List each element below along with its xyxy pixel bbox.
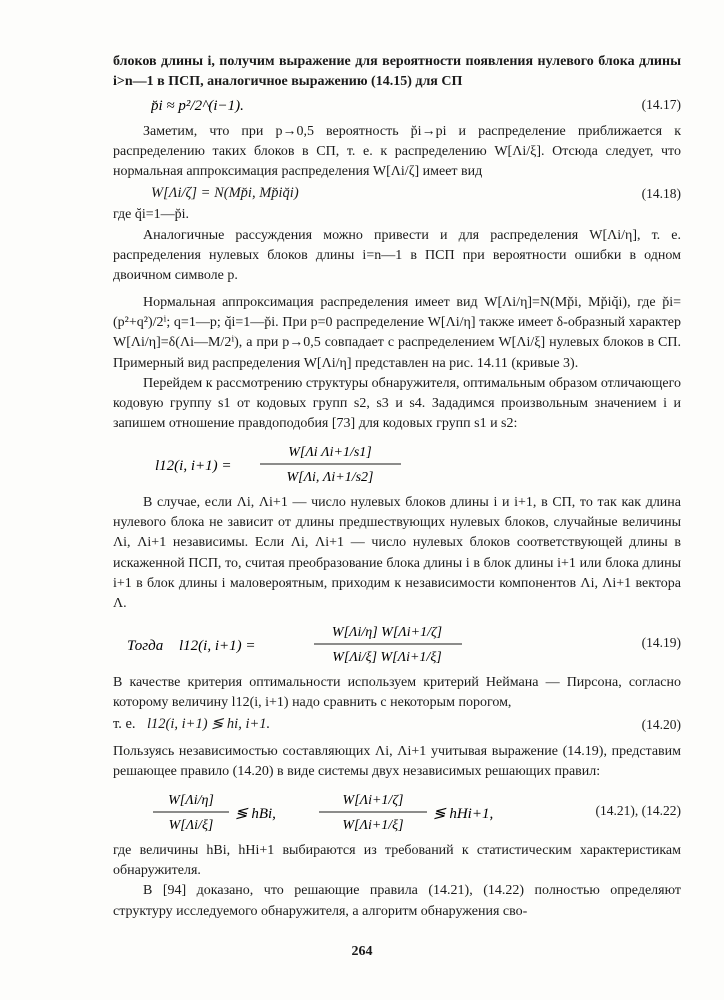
equation-14-20-formula: l12(i, i+1) ≶ hi, i+1. (147, 716, 271, 733)
equation-14-18-formula: W[Λi/ζ] = N(Mp̆i, Mp̆iq̆i) (151, 185, 299, 202)
rule-1-denominator: W[Λi/ξ] (168, 817, 214, 833)
paragraph-10: где величины hBi, hHi+1 выбираются из требований к статистическим характеристикам обнаружителя. (113, 842, 681, 879)
equation-14-21-22-number: (14.21), (14.22) (595, 802, 681, 818)
equation-14-19-number: (14.19) (641, 634, 681, 650)
paragraph-9: Пользуясь независимостью составляющих Λi, Λi+1 учитывая выражение (14.19), представим решающее правило (14.20) в виде системы двух независимых решающих правил: (113, 744, 681, 780)
paragraph-8: В качестве критерия оптимальности используем критерий Неймана — Пирсона, согласно которому величину l12(i, i+1) надо сравнить с некоторым порогом, (113, 674, 681, 710)
paragraph-7: В случае, если Λi, Λi+1 — число нулевых блоков длины i и i+1, в СП, то так как длина нулевого блока не зависит от длины предшествующих нулевых блоков, случайные величины Λi, Λi+1 независимы. Если Λi, Λi+1 — число нулевых блоков соответствующей длины в искаженной ПСП, то, считая преобразование блока длины i в блок длины i+1 или блока длины i+1 в блок длины i маловероятным, приходим к независимости компонентов Λi, Λi+1 вектора Λ. (113, 494, 681, 612)
equation-14-18-number: (14.18) (641, 186, 681, 202)
page-body (113, 52, 681, 922)
rule-2-numerator: W[Λi+1/ζ] (342, 792, 404, 808)
paragraph-11: В [94] доказано, что решающие правила (14.21), (14.22) полностью определяют структуру исследуемого обнаружителя, а алгоритм обнаружения сво- (113, 883, 681, 919)
equation-14-20-number: (14.20) (641, 717, 681, 733)
equation-14-19-lhs: l12(i, i+1) = (179, 637, 256, 654)
paragraph-3: где q̆i=1—p̆i. (113, 207, 190, 223)
equation-14-20 (113, 713, 681, 736)
paragraph-1: блоков длины i, получим выражение для вероятности появления нулевого блока длины i>n—1 в ПСП, аналогичное выражению (14.15) для СП (113, 54, 681, 90)
paragraph-4: Аналогичные рассуждения можно привести и для распределения W[Λi/η], т. е. распределения нулевых блоков длины i=n—1 в ПСП при вероятности ошибки в одном двоичном символе р. (113, 227, 681, 284)
equation-14-17-number: (14.17) (641, 96, 681, 112)
equation-14-20-lead: т. е. (113, 716, 136, 733)
equation-14-17-formula (151, 87, 311, 121)
equation-14-19 (113, 615, 681, 673)
equation-14-17-text: p̆i ≈ p²/2^(i−1). (151, 97, 244, 114)
rule-1-numerator: W[Λi/η] (168, 792, 214, 808)
likelihood-ratio-lhs: l12(i, i+1) = (155, 457, 232, 474)
page-number: 264 (351, 944, 373, 959)
likelihood-ratio-formula (155, 437, 435, 491)
equation-14-21-22 (113, 783, 681, 841)
rule-2-threshold: ≶ hHi+1, (433, 805, 494, 822)
equation-14-18 (113, 182, 681, 205)
equation-likelihood-ratio (113, 435, 681, 493)
rule-2-denominator: W[Λi+1/ξ] (342, 817, 404, 833)
paragraph-2: Заметим, что при p→0,5 вероятность p̆i→pi и распределение приближается к распределению таких блоков в СП, т. е. к распределению W[Λi/ξ]. Отсюда следует, что нормальная аппроксимация распределения W[Λi/ζ] имеет вид (113, 123, 681, 180)
equation-14-19-denominator: W[Λi/ξ] W[Λi+1/ξ] (332, 649, 442, 665)
likelihood-ratio-numerator: W[Λi Λi+1/s1] (288, 444, 372, 460)
equation-14-19-formula (127, 617, 507, 671)
equation-14-21-22-formula (151, 785, 531, 839)
equation-14-17 (113, 93, 681, 116)
paragraph-6: Перейдем к рассмотрению структуры обнаружителя, оптимальным образом отличающего кодовую группу s1 от кодовых групп s2, s3 и s4. Зададимся произвольным значением i и запишем отношение правдоподобия [73] для кодовых групп s1 и s2: (113, 375, 681, 432)
equation-14-19-numerator: W[Λi/η] W[Λi+1/ζ] (331, 624, 443, 640)
equation-14-19-lead: Тогда (127, 637, 164, 654)
likelihood-ratio-denominator: W[Λi, Λi+1/s2] (286, 469, 374, 485)
paragraph-5: Нормальная аппроксимация распределения имеет вид W[Λi/η]=N(Mp̆i, Mp̆iq̆i), где p̆i=(p²+q²)/2ⁱ; q=1—p; q̆i=1—p̆i. При p=0 распределение W[Λi/η] также имеет δ-образный характер W[Λi/η]=δ(Λi—M/2ⁱ), а при p→0,5 совпадает с распределением W[Λi/ξ] нулевых блоков в СП. Примерный вид распределения W[Λi/η] представлен на рис. 14.11 (кривые 3). (113, 294, 681, 371)
rule-1-threshold: ≶ hBi, (235, 805, 276, 822)
